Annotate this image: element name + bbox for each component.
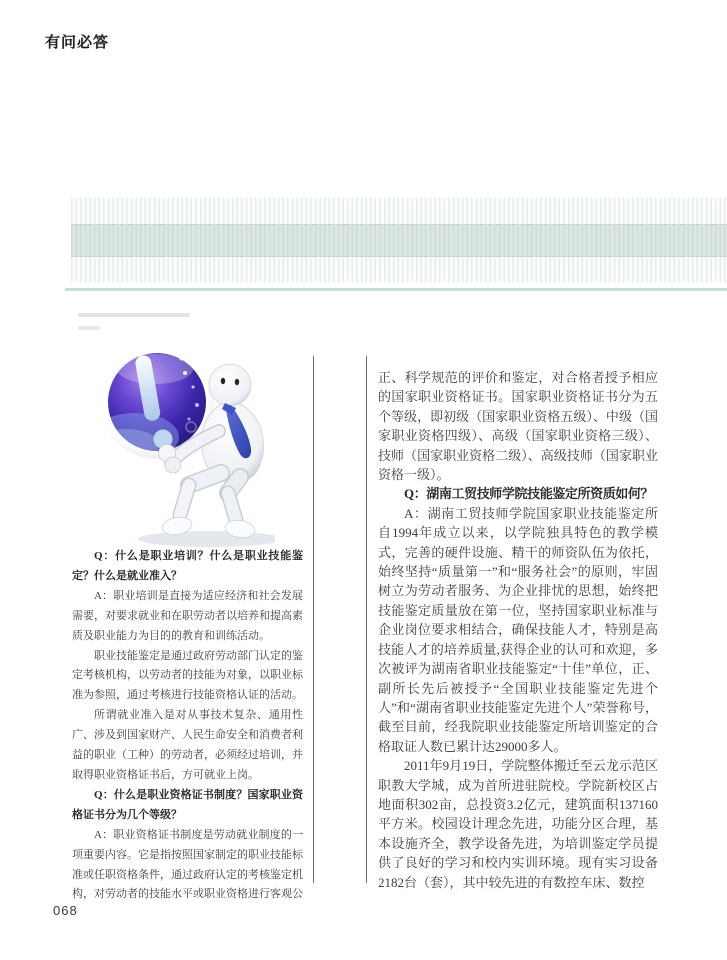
- figure-shadow: [138, 531, 275, 547]
- banner-underline: [65, 288, 727, 291]
- question-paragraph: Q：什么是职业资格证书制度？国家职业资格证书分为几个等级？: [72, 788, 303, 821]
- decorative-stripe-banner: [71, 198, 727, 282]
- answer-paragraph: A：职业资格证书制度是劳动就业制度的一项重要内容。它是指按照国家制定的职业技能标准或任职资格条件，通过政府认定的考核鉴定机构，对劳动者的技能水平或职业资格进行客观公: [72, 828, 303, 901]
- continuation-paragraph: 正、科学规范的评价和鉴定，对合格者授予相应的国家职业资格证书。国家职业资格证书分为五个等级，即初级（国家职业资格五级）、中级（国家职业资格四级）、高级（国家职业资格三级）、技师（国家职业资格二级）、高级技师（国家职业资格一级）。: [378, 370, 658, 483]
- page-title: 有问必答: [45, 34, 110, 51]
- page-number: 068: [53, 903, 78, 918]
- body-paragraph: 所谓就业准入是对从事技术复杂、通用性广、涉及到国家财产、人民生命安全和消费者利益的职业（工种）的劳动者，必须经过培训，并取得职业资格证书后，方可就业上岗。: [72, 709, 303, 781]
- body-paragraph: 2011年9月19日，学院整体搬迁至云龙示范区职教大学城，成为首所进驻院校。学院新校区占地面积302亩，总投资3.2亿元，建筑面积137160平方米。校园设计理念先进，功能分区合理，基本设施齐全，教学设备先进，为培训鉴定学员提供了良好的学习和校内实训环境。现有实习设备2182台（套），其中较先进的有数控车床、数控: [378, 758, 658, 890]
- column-divider-right: [366, 356, 367, 883]
- scan-smudge: [78, 313, 190, 317]
- decorative-stripe-band: [71, 224, 727, 257]
- right-column: [378, 368, 658, 892]
- answer-paragraph: A：湖南工贸技师学院国家职业技能鉴定所自1994年成立以来，以学院独具特色的教学模式，完善的硬件设施、精干的师资队伍为依托，始终坚持“质量第一”和“服务社会”的原则，牢固树立为劳动者服务、为企业排忧的思想，始终把技能鉴定质量放在第一位，坚持国家职业标准与企业岗位要求相结合，确保技能人才，特别是高技能人才的培养质量,获得企业的认可和欢迎，多次被评为湖南省职业技能鉴定“十佳”单位，正、副所长先后被授予“全国职业技能鉴定先进个人”和“湖南省职业技能鉴定先进个人”荣誉称号，截至目前，经我院职业技能鉴定所培训鉴定的合格取证人数已累计达29000多人。: [378, 505, 658, 754]
- figure-hand: [165, 457, 181, 473]
- figure-head: [209, 364, 251, 406]
- question-paragraph: Q：湖南工贸技师学院技能鉴定所资质如何？: [404, 486, 654, 502]
- answer-paragraph: A：职业培训是直接为适应经济和社会发展需要，对要求就业和在职劳动者以培养和提高素质及职业能力为目的的教育和训练活动。: [72, 589, 303, 642]
- body-paragraph: 职业技能鉴定是通过政府劳动部门认定的鉴定考核机构，以劳动者的技能为对象，以职业标准为参照，通过考核进行技能资格认证的活动。: [72, 649, 303, 702]
- question-paragraph: Q：什么是职业培训？什么是职业技能鉴定？什么是就业准入？: [72, 550, 303, 582]
- illustration-exclamation-sphere-figure-image: [85, 335, 275, 550]
- column-divider-left: [313, 356, 314, 883]
- scan-smudge: [78, 326, 100, 330]
- figure-eye: [221, 378, 225, 384]
- figure-eye: [235, 379, 239, 385]
- left-column: [72, 547, 303, 905]
